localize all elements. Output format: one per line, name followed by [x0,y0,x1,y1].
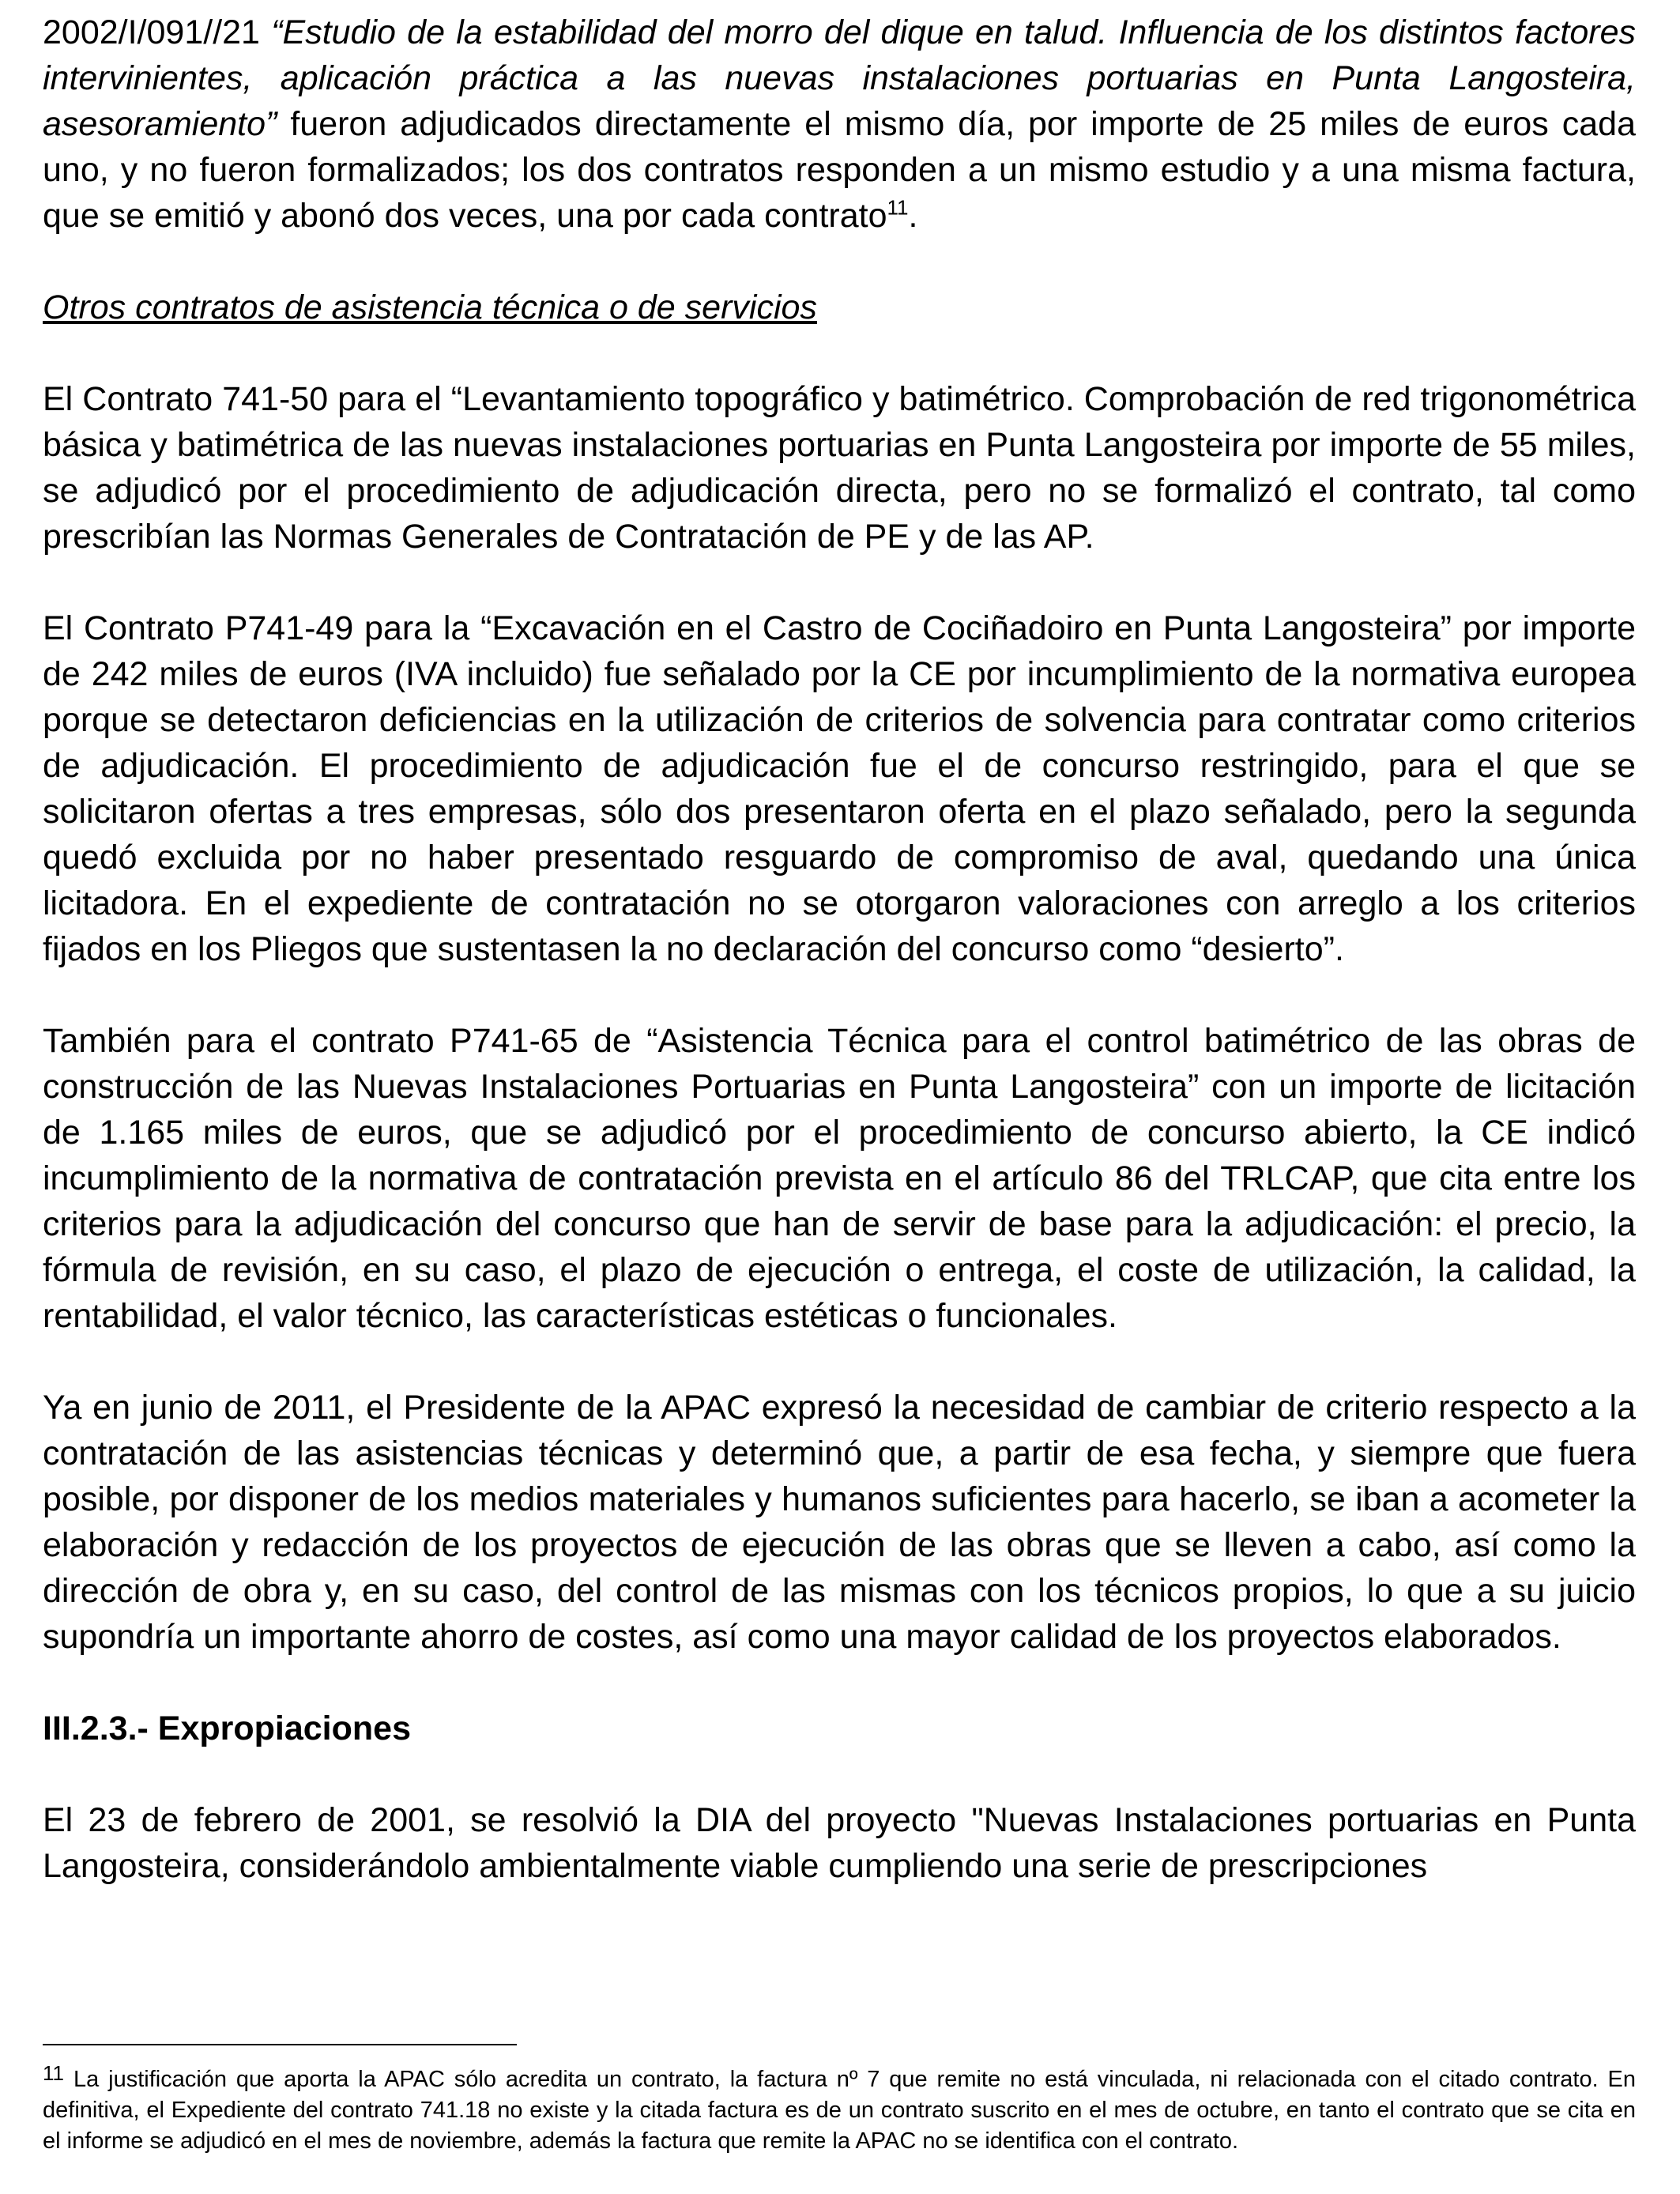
paragraph-end: . [908,197,918,235]
subheading-otros-contratos: Otros contratos de asistencia técnica o de servicios [43,288,817,326]
paragraph-contrato-p741-49: El Contrato P741-49 para la “Excavación en el Castro de Cociñadoiro en Punta Langosteira” por importe de 242 miles de euros (IVA incluido) fue señalado por la CE por incumplimiento de la normativa europea porque se detectaron deficiencias en la utilización de criterios de solvencia para contratar como criterios de adjudicación. El procedimiento de adjudicación fue el de concurso restringido, para el que se solicitaron ofertas a tres empresas, sólo dos presentaron oferta en el plazo señalado, pero la segunda quedó excluida por no haber presentado resguardo de compromiso de aval, quedando una única licitadora. En el expediente de contratación no se otorgaron valoraciones con arreglo a los criterios fijados en los Pliegos que sustentasen la no declaración del concurso como “desierto”. [43,609,1636,968]
footnote [43,2061,1636,2157]
footnote-separator [43,2044,517,2045]
document-page [43,9,1636,1889]
paragraph-text: fueron adjudicados directamente el mismo día, por importe de 25 miles de euros cada uno, y no fueron formalizados; los dos contratos responden a un mismo estudio y a una misma factura, que se emitió y abonó dos veces, una por cada contrato [43,105,1636,235]
footnote-text: La justificación que aporta la APAC sólo acredita un contrato, la factura nº 7 que remite no está vinculada, ni relacionada con el citado contrato. En definitiva, el Expediente del contrato 741.18 no existe y la citada factura es de un contrato suscrito en el mes de octubre, en tanto el contrato que se cita en el informe se adjudicó en el mes de noviembre, además la factura que remite la APAC no se identifica con el contrato. [43,2067,1636,2154]
footnote-reference[interactable]: 11 [887,195,909,220]
paragraph-contrato-p741-65: También para el contrato P741-65 de “Asistencia Técnica para el control batimétrico de las obras de construcción de las Nuevas Instalaciones Portuarias en Punta Langosteira” con un importe de licitación de 1.165 miles de euros, que se adjudicó por el procedimiento de concurso abierto, la CE indicó incumplimiento de la normativa de contratación prevista en el artículo 86 del TRLCAP, que cita entre los criterios para la adjudicación del concurso que han de servir de base para la adjudicación: el precio, la fórmula de revisión, en su caso, el plazo de ejecución o entrega, el coste de utilización, la calidad, la rentabilidad, el valor técnico, las características estéticas o funcionales. [43,1022,1636,1335]
paragraph-contrato-741-50: El Contrato 741-50 para el “Levantamiento topográfico y batimétrico. Comprobación de red trigonométrica básica y batimétrica de las nuevas instalaciones portuarias en Punta Langosteira por importe de 55 miles, se adjudicó por el procedimiento de adjudicación directa, pero no se formalizó el contrato, tal como prescribían las Normas Generales de Contratación de PE y de las AP. [43,380,1636,556]
contract-reference: 2002/I/091//21 [43,13,272,51]
footnote-number: 11 [43,2061,64,2085]
paragraph-contracts-estudio [43,9,1636,239]
paragraph-dia-2001: El 23 de febrero de 2001, se resolvió la DIA del proyecto "Nuevas Instalaciones portuarias en Punta Langosteira, considerándolo ambientalmente viable cumpliendo una serie de prescripciones [43,1801,1636,1885]
paragraph-junio-2011: Ya en junio de 2011, el Presidente de la APAC expresó la necesidad de cambiar de criterio respecto a la contratación de las asistencias técnicas y determinó que, a partir de esa fecha, y siempre que fuera posible, por disponer de los medios materiales y humanos suficientes para hacerlo, se iban a acometer la elaboración y redacción de los proyectos de ejecución de las obras que se lleven a cabo, así como la dirección de obra y, en su caso, del control de las mismas con los técnicos propios, lo que a su juicio supondría un importante ahorro de costes, así como una mayor calidad de los proyectos elaborados. [43,1389,1636,1656]
contract-title-italic: “Estudio de la estabilidad del morro del dique en talud. Influencia de los distintos factores intervinientes, aplicación práctica a las nuevas instalaciones portuarias en Punta Langosteira, asesoramiento” [43,13,1636,143]
section-heading-expropiaciones: III.2.3.- Expropiaciones [43,1710,411,1747]
